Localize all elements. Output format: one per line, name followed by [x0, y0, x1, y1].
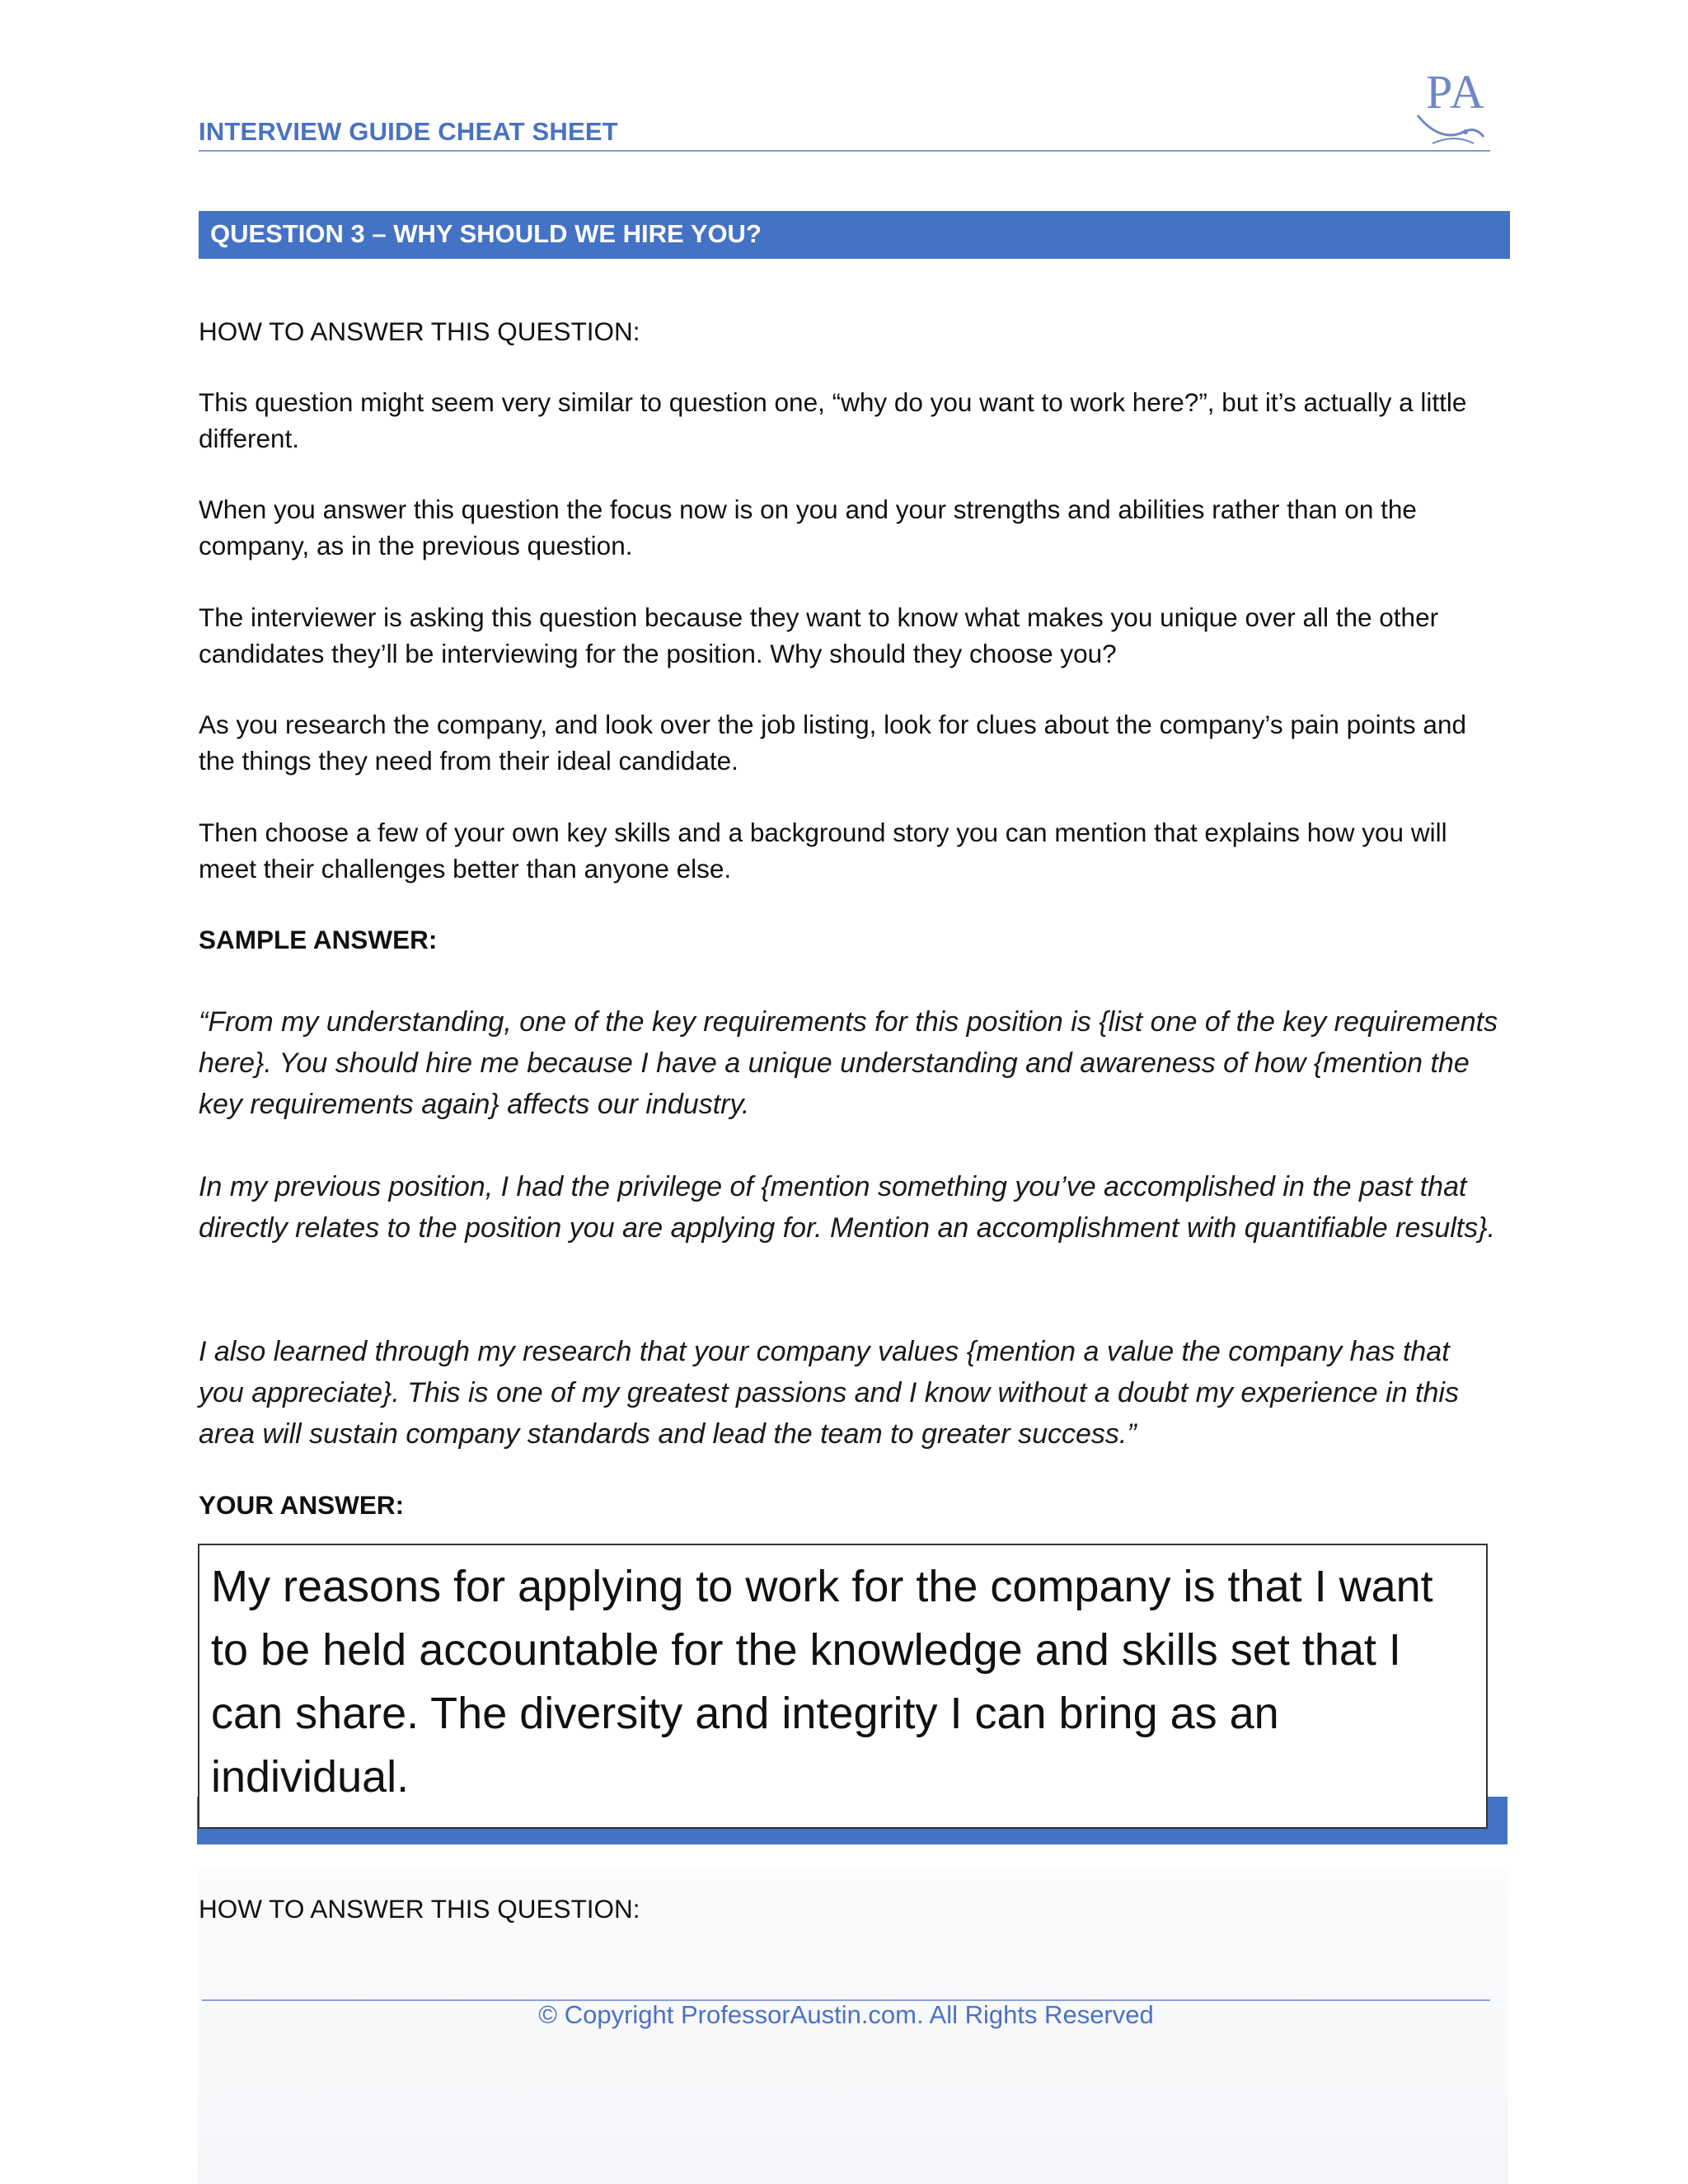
- your-answer-text: My reasons for applying to work for the company is that I want to be held accountable for the knowledge and skills set that I can share. The diversity and integrity I can bring as an individual.: [211, 1562, 1433, 1802]
- header-divider: [199, 150, 1490, 152]
- sample-paragraph-3: I also learned through my research that your company values {mention a value the company has that you appreciate}. This is one of my greatest passions and I know without a doubt my experience in this area will sustain company standards and lead the team to greater success.”: [199, 1336, 1459, 1450]
- paragraph-4: As you research the company, and look over the job listing, look for clues about the company’s pain points and the things they need from their ideal candidate.: [199, 710, 1466, 776]
- logo-swoosh-icon: [1414, 107, 1493, 153]
- professor-austin-logo: [1414, 64, 1493, 155]
- next-how-to-heading: HOW TO ANSWER THIS QUESTION:: [199, 1894, 640, 1924]
- header-title: INTERVIEW GUIDE CHEAT SHEET: [199, 117, 618, 146]
- how-to-heading: HOW TO ANSWER THIS QUESTION:: [199, 316, 640, 346]
- paragraph-3: The interviewer is asking this question because they want to know what makes you unique over all the other candidates they’ll be interviewing for the position. Why should they choose you?: [199, 602, 1439, 668]
- your-answer-heading: YOUR ANSWER:: [199, 1490, 405, 1520]
- sample-answer-heading: SAMPLE ANSWER:: [199, 925, 438, 954]
- question-title: QUESTION 3 – WHY SHOULD WE HIRE YOU?: [210, 219, 762, 248]
- footer-copyright: © Copyright ProfessorAustin.com. All Rights Reserved: [538, 2000, 1154, 2029]
- your-answer-field[interactable]: [198, 1544, 1488, 1829]
- logo-monogram: PA: [1426, 65, 1486, 119]
- sample-paragraph-1: “From my understanding, one of the key requirements for this position is {list one of the key requirements here}. You should hire me because I have a unique understanding and awareness of how {mention the key requirements again} affects our industry.: [199, 1006, 1498, 1120]
- paragraph-5: Then choose a few of your own key skills and a background story you can mention that explains how you will meet their challenges better than anyone else.: [199, 818, 1447, 883]
- sample-paragraph-2: In my previous position, I had the privilege of {mention something you’ve accomplished in the past that directly relates to the position you are applying for. Mention an accomplishment with quantifiable results}.: [199, 1171, 1496, 1244]
- paragraph-1: This question might seem very similar to question one, “why do you want to work here?”, but it’s actually a little different.: [199, 387, 1467, 453]
- question-banner: [199, 211, 1510, 259]
- paragraph-2: When you answer this question the focus now is on you and your strengths and abilities rather than on the company, as in the previous question.: [199, 494, 1417, 560]
